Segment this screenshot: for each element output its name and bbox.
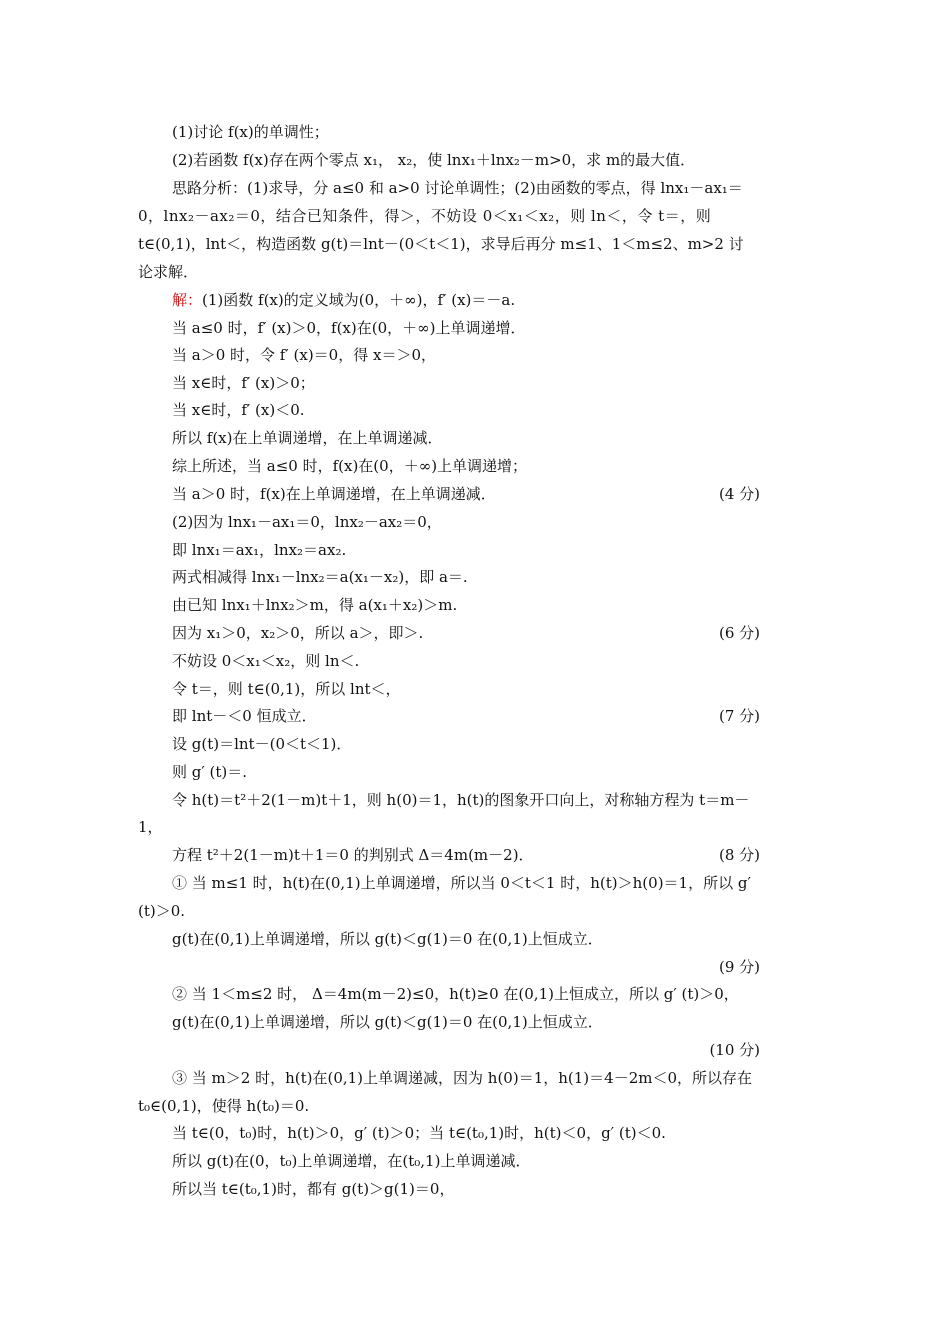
score-mark: (7 分) [718, 707, 760, 725]
solution-line: g(t)在(0,1)上单调递增，所以 g(t)＜g(1)＝0 在(0,1)上恒成立． [172, 1013, 603, 1031]
solution-line: 所以当 t∈(t₀,1)时，都有 g(t)＞g(1)＝0， [172, 1180, 455, 1198]
solution-line: 即 lnx₁＝ax₁，lnx₂＝ax₂. [172, 541, 347, 559]
solution-line: 由已知 lnx₁＋lnx₂＞m，得 a(x₁＋x₂)＞m. [172, 596, 458, 614]
analysis-line-1: 思路分析：(1)求导，分 a≤0 和 a>0 讨论单调性；(2)由函数的零点，得 lnx₁－ax₁＝ [172, 179, 743, 197]
solution-line: 当 a＞0 时，f(x)在上单调递增，在上单调递减． [172, 485, 496, 503]
solution-line: 当 a≤0 时，f′ (x)＞0，f(x)在(0，＋∞)上单调递增． [172, 319, 526, 337]
solution-line: 不妨设 0＜x₁＜x₂，则 ln＜. [172, 652, 360, 670]
score-mark: (6 分) [718, 624, 760, 642]
solution-line: 令 h(t)＝t²＋2(1－m)t＋1，则 h(0)＝1，h(t)的图象开口向上，对称轴方程为 t＝m－ [172, 791, 750, 809]
solution-line: (2)因为 lnx₁－ax₁＝0，lnx₂－ax₂＝0， [172, 513, 442, 531]
score-mark: (9 分) [718, 958, 760, 976]
solution-line: g(t)在(0,1)上单调递增，所以 g(t)＜g(1)＝0 在(0,1)上恒成立． [172, 930, 603, 948]
analysis-line-4: 论求解． [138, 263, 199, 281]
solution-line: 当 x∈时，f′ (x)＞0； [172, 374, 315, 392]
solution-line: 当 a＞0 时，令 f′ (x)＝0，得 x＝＞0， [172, 346, 436, 364]
analysis-line-3: t∈(0,1)，lnt＜，构造函数 g(t)＝lnt－(0＜t＜1)，求导后再分 m≤1、1＜m≤2、m>2 讨 [138, 235, 744, 253]
analysis-line-2: 0，lnx₂－ax₂＝0，结合已知条件，得＞，不妨设 0＜x₁＜x₂，则 ln＜，令 t＝，则 [138, 207, 712, 225]
solution-line: 即 lnt－＜0 恒成立． [172, 707, 317, 725]
solution-line: t₀∈(0,1)，使得 h(t₀)＝0. [138, 1097, 310, 1115]
solution-line: 1， [138, 818, 163, 836]
solution-line: 则 g′ (t)＝. [172, 763, 248, 781]
solution-line: 方程 t²＋2(1－m)t＋1＝0 的判别式 Δ＝4m(m－2)． [172, 846, 534, 864]
solution-line: 因为 x₁＞0，x₂＞0，所以 a＞，即＞. [172, 624, 424, 642]
question-part-1: (1)讨论 f(x)的单调性； [172, 123, 329, 141]
solution-line: ① 当 m≤1 时，h(t)在(0,1)上单调递增，所以当 0＜t＜1 时，h(t)＞h(0)＝1，所以 g′ [172, 874, 751, 892]
solution-line: (t)＞0. [138, 902, 186, 920]
solution-line: 设 g(t)＝lnt－(0＜t＜1)． [172, 735, 352, 753]
solution-line-1 [172, 290, 515, 310]
solution-line: ③ 当 m＞2 时，h(t)在(0,1)上单调递减，因为 h(0)＝1，h(1)＝4－2m＜0，所以存在 [172, 1069, 753, 1087]
score-mark: (8 分) [718, 846, 760, 864]
solution-line: 综上所述，当 a≤0 时，f(x)在(0，＋∞)上单调递增； [172, 457, 528, 475]
solution-line: ② 当 1＜m≤2 时， Δ＝4m(m－2)≤0，h(t)≥0 在(0,1)上恒成立，所以 g′ (t)＞0， [172, 985, 739, 1003]
score-mark: (10 分) [709, 1041, 760, 1059]
solution-line: 令 t＝，则 t∈(0,1)，所以 lnt＜， [172, 680, 401, 698]
solution-line: 当 x∈时，f′ (x)＜0. [172, 401, 305, 419]
solution-label: 解： [172, 291, 203, 309]
solution-line: 当 t∈(0，t₀)时，h(t)＞0，g′ (t)＞0；当 t∈(t₀,1)时，h(t)＜0，g′ (t)＜0. [172, 1124, 666, 1142]
solution-line: 所以 g(t)在(0，t₀)上单调递增，在(t₀,1)上单调递减． [172, 1152, 531, 1170]
solution-line: 所以 f(x)在上单调递增，在上单调递减． [172, 429, 443, 447]
question-part-2: (2)若函数 f(x)存在两个零点 x₁， x₂，使 lnx₁＋lnx₂－m>0，求 m的最大值． [172, 151, 696, 169]
solution-line: 两式相减得 lnx₁－lnx₂＝a(x₁－x₂)，即 a＝. [172, 568, 468, 586]
solution-text: (1)函数 f(x)的定义域为(0，＋∞)，f′ (x)＝－a. [202, 291, 516, 309]
score-mark: (4 分) [718, 485, 760, 503]
